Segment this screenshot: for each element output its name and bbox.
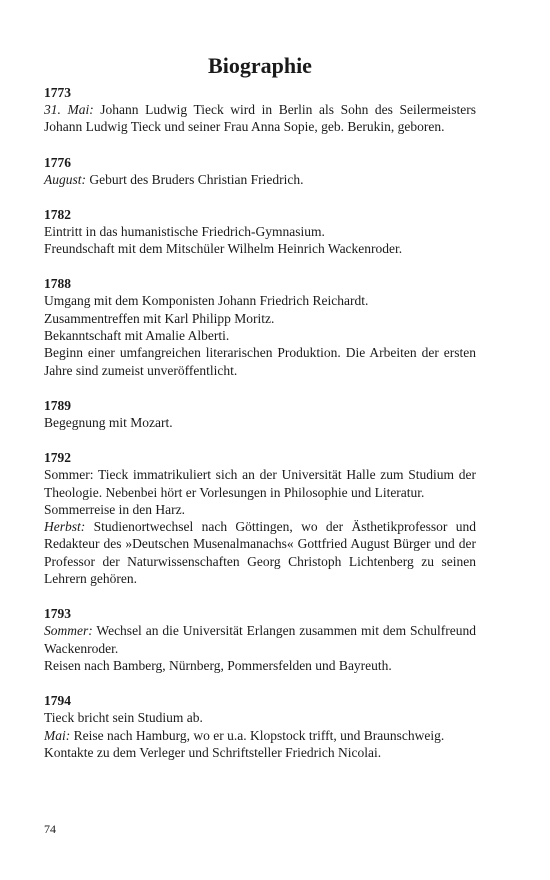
entry-line	[44, 466, 476, 501]
entry-year: 1793	[44, 606, 71, 622]
entry-line	[44, 501, 476, 518]
entry-text: Zusammentreffen mit Karl Philipp Moritz.	[44, 310, 275, 326]
entry-line	[44, 292, 476, 309]
biography-entries	[44, 84, 476, 761]
date-prefix: Sommer:	[44, 623, 93, 639]
entry-text: Freundschaft mit dem Mitschüler Wilhelm Heinrich Wackenroder.	[44, 241, 403, 257]
entry-text: Reisen nach Bamberg, Nürnberg, Pommersfelden und Bayreuth.	[44, 657, 392, 673]
entry-text: Sommerreise in den Harz.	[44, 501, 185, 517]
entry-line	[44, 657, 476, 674]
entry-year: 1773	[44, 85, 71, 100]
biography-entry	[44, 206, 476, 258]
biography-page	[44, 52, 476, 779]
entry-year: 1792	[44, 450, 71, 466]
entry-line	[44, 622, 476, 657]
entry-text: Eintritt in das humanistische Friedrich-Gymnasium.	[44, 223, 325, 239]
entry-line	[44, 223, 476, 240]
entry-line	[44, 310, 476, 327]
entry-text: Studienortwechsel nach Göttingen, wo der Ästhetikprofessor und Redakteur des »Deutschen Musenalmanachs« Gottfried August Bürger und der Professor der Naturwissenschaften Georg Christoph Lichtenberg zu seinen Lehrern gehören.	[44, 519, 476, 587]
biography-entry	[44, 154, 476, 188]
biography-entry	[44, 692, 476, 761]
entry-text: Begegnung mit Mozart.	[44, 414, 173, 430]
entry-line	[44, 727, 476, 744]
entry-year: 1794	[44, 693, 71, 709]
entry-line	[44, 101, 476, 136]
entry-year: 1788	[44, 276, 71, 292]
entry-text: Johann Ludwig Tieck wird in Berlin als Sohn des Seilermeisters Johann Ludwig Tieck und seiner Frau Anna Sopie, geb. Berukin, geboren.	[44, 102, 476, 135]
entry-year: 1789	[44, 397, 71, 413]
entry-text: Wechsel an die Universität Erlangen zusammen mit dem Schulfreund Wackenroder.	[44, 623, 476, 656]
entry-text: Tieck bricht sein Studium ab.	[44, 710, 203, 726]
biography-entry	[44, 605, 476, 674]
entry-line	[44, 414, 476, 431]
entry-line	[44, 344, 476, 379]
biography-entry	[44, 84, 476, 136]
entry-line	[44, 744, 476, 761]
biography-entry	[44, 397, 476, 431]
entry-text: Geburt des Bruders Christian Friedrich.	[86, 171, 304, 187]
date-prefix: 31. Mai:	[44, 102, 94, 117]
entry-year: 1782	[44, 206, 71, 222]
entry-text: Reise nach Hamburg, wo er u.a. Klopstock trifft, und Braunschweig.	[70, 727, 445, 743]
entry-text: Bekanntschaft mit Amalie Alberti.	[44, 328, 230, 344]
biography-entry	[44, 449, 476, 587]
entry-line	[44, 709, 476, 726]
page-title: Biographie	[208, 53, 312, 78]
date-prefix: Herbst:	[44, 519, 86, 535]
entry-year: 1776	[44, 154, 71, 170]
entry-line	[44, 171, 476, 188]
entry-text: Umgang mit dem Komponisten Johann Friedrich Reichardt.	[44, 293, 369, 309]
date-prefix: August:	[44, 171, 86, 187]
entry-line	[44, 327, 476, 344]
entry-text: Kontakte zu dem Verleger und Schriftsteller Friedrich Nicolai.	[44, 744, 382, 760]
entry-line	[44, 518, 476, 587]
entry-text: Beginn einer umfangreichen literarischen Produktion. Die Arbeiten der ersten Jahre sind zumeist unveröffentlicht.	[44, 345, 476, 378]
entry-text: Sommer: Tieck immatrikuliert sich an der Universität Halle zum Studium der Theologie. Nebenbei hört er Vorlesungen in Philosophie und Literatur.	[44, 467, 476, 500]
page-number: 74	[44, 822, 56, 836]
biography-entry	[44, 275, 476, 378]
date-prefix: Mai:	[44, 727, 71, 743]
entry-line	[44, 240, 476, 257]
